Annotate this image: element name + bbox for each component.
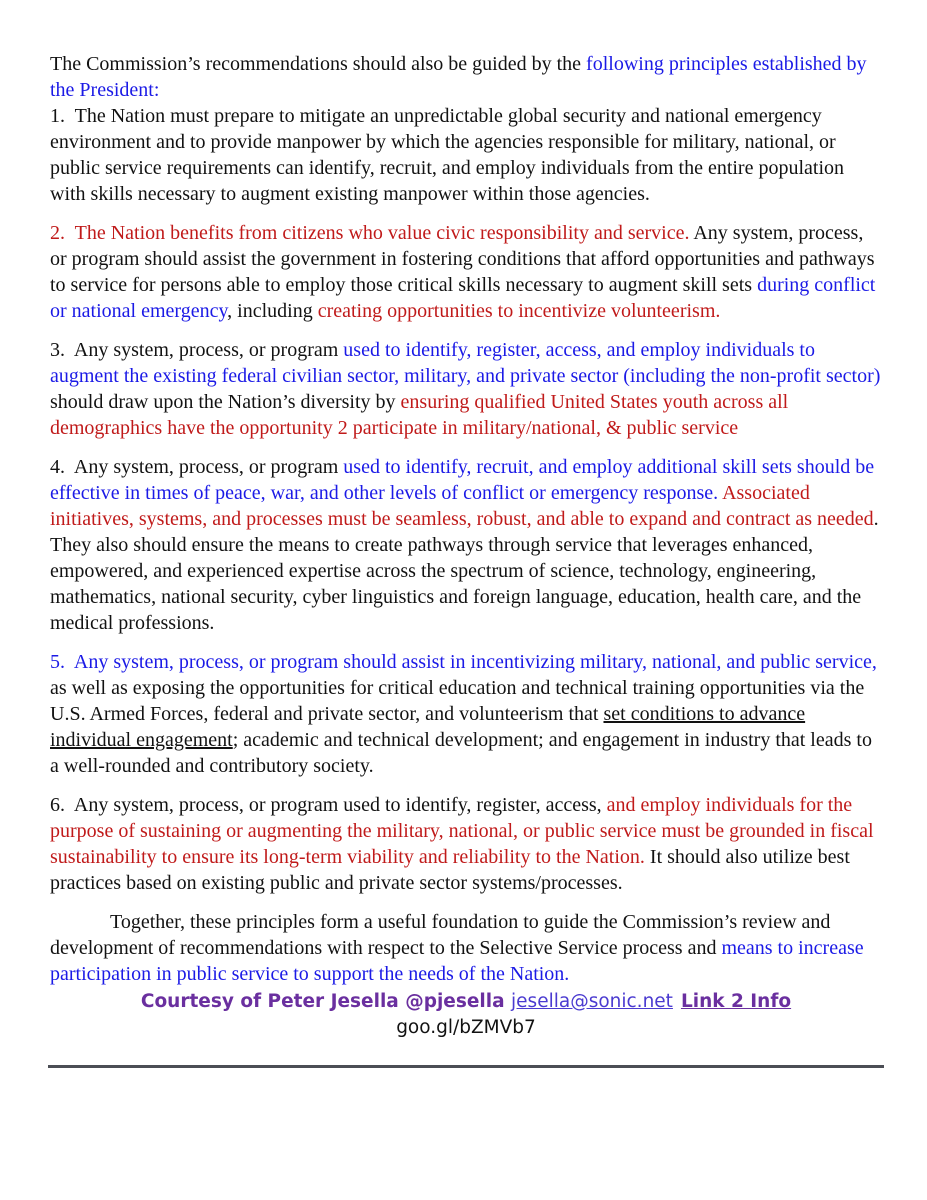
text-segment: Associated initiatives, systems, and processes must be seamless, robust, and able to expand and contract as needed [50, 482, 874, 530]
text-segment: used to identify, recruit, and employ additional skill sets should be effective in times of peace, war, and other levels of conflict or emergency response. [50, 456, 875, 504]
text-segment: ; academic and technical development; and engagement in industry that leads to a well-rounded and contributory society. [50, 729, 872, 777]
text-segment: should draw upon the Nation’s diversity by [50, 391, 401, 413]
footer-divider [48, 1065, 884, 1068]
text-segment: 1. The Nation must prepare to mitigate an unpredictable global security and national emergency environment and to provide manpower by which the agencies responsible for military, national, or public service requirements can identify, recruit, and employ individuals from the entire population with skills necessary to augment existing manpower within those agencies. [50, 105, 845, 205]
principle-item-5 [50, 649, 882, 779]
text-segment: following principles established by the President: [50, 53, 867, 101]
footer-credit-line [50, 989, 882, 1015]
principle-item-6 [50, 792, 882, 896]
text-segment: 4. Any system, process, or program [50, 456, 344, 478]
underlined-text-segment: set conditions to advance individual engagement [50, 703, 806, 751]
text-segment: creating opportunities to incentivize volunteerism. [317, 300, 721, 322]
principle-item-4 [50, 454, 882, 636]
text-segment: 5. Any system, process, or program should assist in incentivizing military, national, and public service, [50, 651, 877, 673]
text-segment: 2. The Nation benefits from citizens who value civic responsibility and service. [50, 222, 690, 244]
text-segment: , including [227, 300, 318, 322]
text-segment: used to identify, register, access, and employ individuals to augment the existing federal civilian sector, military, and private sector (including the non-profit sector) [50, 339, 881, 387]
principle-item-1 [50, 103, 882, 207]
credit-text: Courtesy of Peter Jesella @pjesella [140, 991, 505, 1012]
principle-item-3 [50, 337, 882, 441]
text-segment: 6. Any system, process, or program used to identify, register, access, [50, 794, 607, 816]
text-segment: during conflict or national emergency [50, 274, 876, 322]
intro-paragraph [50, 51, 882, 103]
text-segment: . They also should ensure the means to create pathways through service that leverages enhanced, empowered, and experienced expertise across the spectrum of science, technology, engineering, mathematics, national security, cyber linguistics and foreign language, education, health care, and the medical professions. [50, 508, 879, 634]
short-url: goo.gl/bZMVb7 [396, 1017, 536, 1038]
text-segment: Together, these principles form a useful foundation to guide the Commission’s review and development of recommendations with respect to the Selective Service process and [50, 911, 831, 959]
principle-item-2 [50, 220, 882, 324]
text-segment: means to increase participation in public service to support the needs of the Nation. [50, 937, 864, 985]
text-segment: and employ individuals for the purpose of sustaining or augmenting the military, national, or public service must be grounded in fiscal sustainability to ensure its long-term viability and reliability to the Nation. [50, 794, 874, 868]
text-segment: ensuring qualified United States youth across all demographics have the opportunity 2 participate in military/national, & public service [50, 391, 789, 439]
email-link[interactable]: jesella@sonic.net [511, 991, 673, 1012]
text-segment: as well as exposing the opportunities for critical education and technical training opportunities via the U.S. Armed Forces, federal and private sector, and volunteerism that [50, 677, 865, 725]
closing-paragraph [50, 909, 882, 987]
link-2-info[interactable]: Link 2 Info [680, 991, 792, 1012]
text-segment: Any system, process, or program should assist the government in fostering conditions that afford opportunities and pathways to service for persons able to employ those critical skills necessary to augment skill sets [50, 222, 875, 296]
text-segment: 3. Any system, process, or program [50, 339, 344, 361]
text-segment: It should also utilize best practices based on existing public and private sector systems/processes. [50, 846, 850, 894]
text-segment: The Commission’s recommendations should also be guided by the [50, 53, 587, 75]
